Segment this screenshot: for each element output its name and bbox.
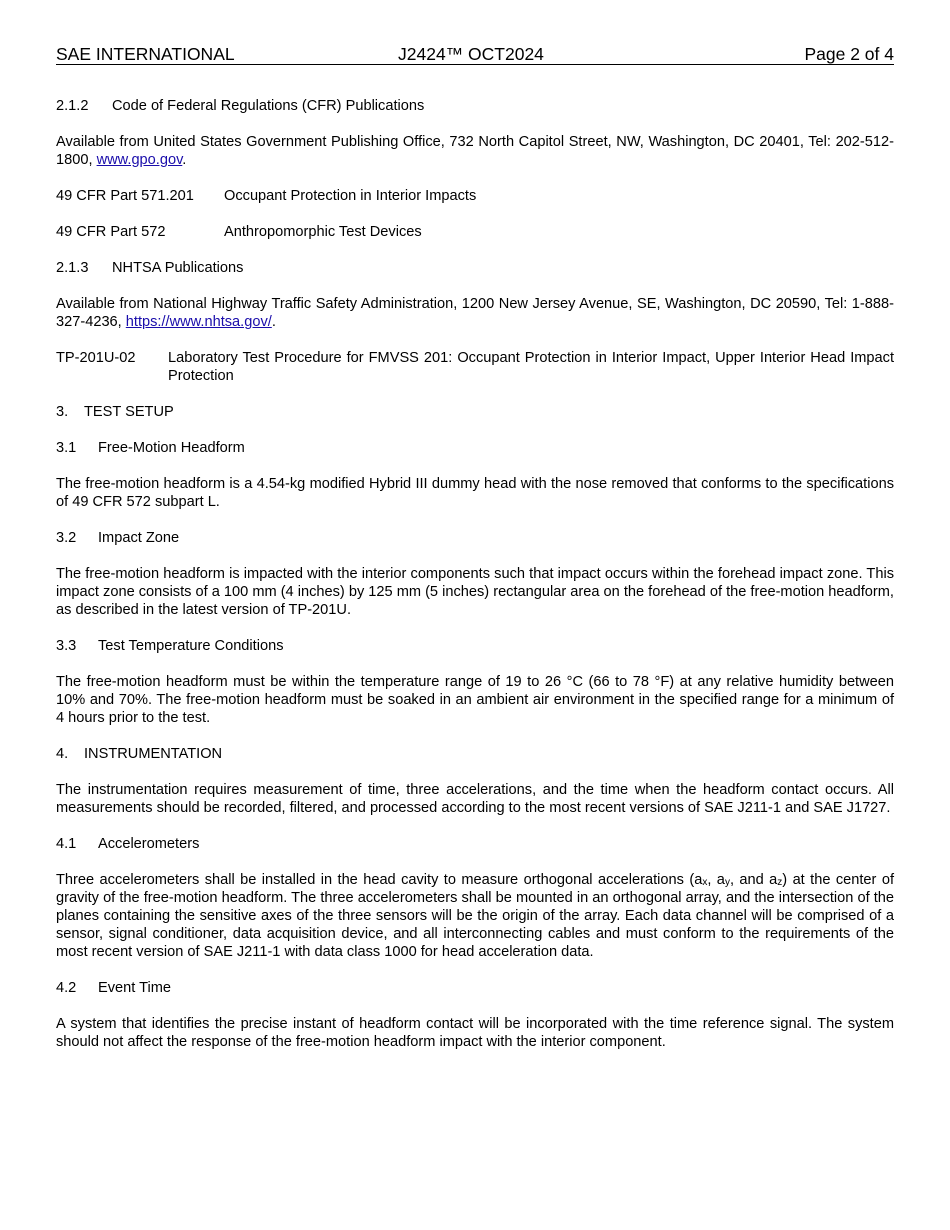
paragraph: The free-motion headform is impacted with the interior components such that impact occurs within the forehead impact zone. This impact zone consists of a 100 mm (4 inches) by 125 mm (5 inches) rectangular area on the forehead of the free-motion headform, as described in the latest version of TP-201U. xyxy=(56,566,894,618)
paragraph-nhtsa-availability xyxy=(56,295,894,331)
section-title: INSTRUMENTATION xyxy=(84,746,223,762)
section-heading-4 xyxy=(56,745,894,763)
reference-title: Occupant Protection in Interior Impacts xyxy=(224,188,477,204)
reference-item xyxy=(56,349,894,385)
subscript: z xyxy=(777,877,783,888)
section-heading-2-1-3 xyxy=(56,259,894,277)
paragraph: The free-motion headform is a 4.54-kg modified Hybrid III dummy head with the nose removed that conforms to the specifications of 49 CFR 572 subpart L. xyxy=(56,476,894,510)
section-title: Event Time xyxy=(98,980,171,996)
paragraph-end: . xyxy=(271,314,276,330)
section-heading-4-2 xyxy=(56,979,894,997)
header-org: SAE INTERNATIONAL xyxy=(56,44,235,64)
section-title: Free-Motion Headform xyxy=(98,440,245,456)
text-run: , and a xyxy=(729,872,778,888)
paragraph: The instrumentation requires measurement of time, three accelerations, and the time when the headform contact occurs. All measurements should be recorded, filtered, and processed according to the most recent versions of SAE J211-1 and SAE J1727. xyxy=(56,782,894,816)
header-page-number: Page 2 of 4 xyxy=(804,44,894,64)
section-title: Impact Zone xyxy=(98,530,180,546)
paragraph-end: . xyxy=(182,152,187,168)
header-doc-id: J2424™ OCT2024 xyxy=(398,44,544,64)
text-run: ) at the center of gravity of the free-motion headform. The three accelerometers shall be mounted in an orthogonal array, and the intersection of the planes containing the sensitive axes of the three sensors will be the origin of the array. Each data channel will be comprised of a sensor, signal conditioner, data acquisition device, and all interconnecting cables and must conform to the requirements of the most recent version of SAE J211-1 with data class 1000 for head acceleration data. xyxy=(56,872,894,960)
section-number: 4.2 xyxy=(56,980,77,996)
reference-item xyxy=(56,187,894,205)
text-run: Three accelerometers shall be installed in the head cavity to measure orthogonal accelerations (a xyxy=(56,872,703,888)
section-heading-4-1 xyxy=(56,835,894,853)
section-number: 3.1 xyxy=(56,440,77,456)
section-title: Accelerometers xyxy=(98,836,200,852)
document-body xyxy=(56,97,894,1069)
reference-item xyxy=(56,223,894,241)
section-number: 3.3 xyxy=(56,638,77,654)
section-title: NHTSA Publications xyxy=(112,260,244,276)
reference-title: Anthropomorphic Test Devices xyxy=(224,224,422,240)
reference-title: Laboratory Test Procedure for FMVSS 201: Occupant Protection in Interior Impact, Upper Interior Head Impact Protection xyxy=(168,350,894,384)
paragraph: The free-motion headform must be within the temperature range of 19 to 26 °C (66 to 78 °F) at any relative humidity between 10% and 70%. The free-motion headform must be soaked in an ambient air environment in the specified range for a minimum of 4 hours prior to the test. xyxy=(56,674,894,726)
page-header xyxy=(56,44,894,65)
section-number: 3. xyxy=(56,404,69,420)
gpo-link[interactable]: www.gpo.gov xyxy=(96,152,183,168)
section-number: 2.1.2 xyxy=(56,98,89,114)
section-number: 3.2 xyxy=(56,530,77,546)
reference-code: 49 CFR Part 572 xyxy=(56,224,166,240)
section-number: 4. xyxy=(56,746,69,762)
paragraph-accelerometers xyxy=(56,871,894,961)
reference-code: 49 CFR Part 571.201 xyxy=(56,188,194,204)
paragraph-text: Available from National Highway Traffic Safety Administration, 1200 New Jersey Avenue, SE, Washington, DC 20590, Tel: 1-888-327-4236, xyxy=(56,296,894,330)
section-heading-3-2 xyxy=(56,529,894,547)
section-title: Test Temperature Conditions xyxy=(98,638,284,654)
section-heading-3-1 xyxy=(56,439,894,457)
section-heading-3-3 xyxy=(56,637,894,655)
section-title: TEST SETUP xyxy=(84,404,174,420)
section-heading-2-1-2 xyxy=(56,97,894,115)
paragraph-gpo-availability xyxy=(56,133,894,169)
section-number: 2.1.3 xyxy=(56,260,89,276)
section-heading-3 xyxy=(56,403,894,421)
nhtsa-link[interactable]: https://www.nhtsa.gov/ xyxy=(125,314,272,330)
subscript: x xyxy=(702,877,708,888)
section-number: 4.1 xyxy=(56,836,77,852)
paragraph: A system that identifies the precise instant of headform contact will be incorporated with the time reference signal. The system should not affect the response of the free-motion headform impact with the interior component. xyxy=(56,1016,894,1050)
paragraph-text: Available from United States Government Publishing Office, 732 North Capitol Street, NW, Washington, DC 20401, Tel: 202-512-1800, xyxy=(56,134,894,168)
subscript: y xyxy=(724,877,730,888)
reference-code: TP-201U-02 xyxy=(56,350,136,366)
text-run: , a xyxy=(707,872,725,888)
section-title: Code of Federal Regulations (CFR) Publications xyxy=(112,98,425,114)
